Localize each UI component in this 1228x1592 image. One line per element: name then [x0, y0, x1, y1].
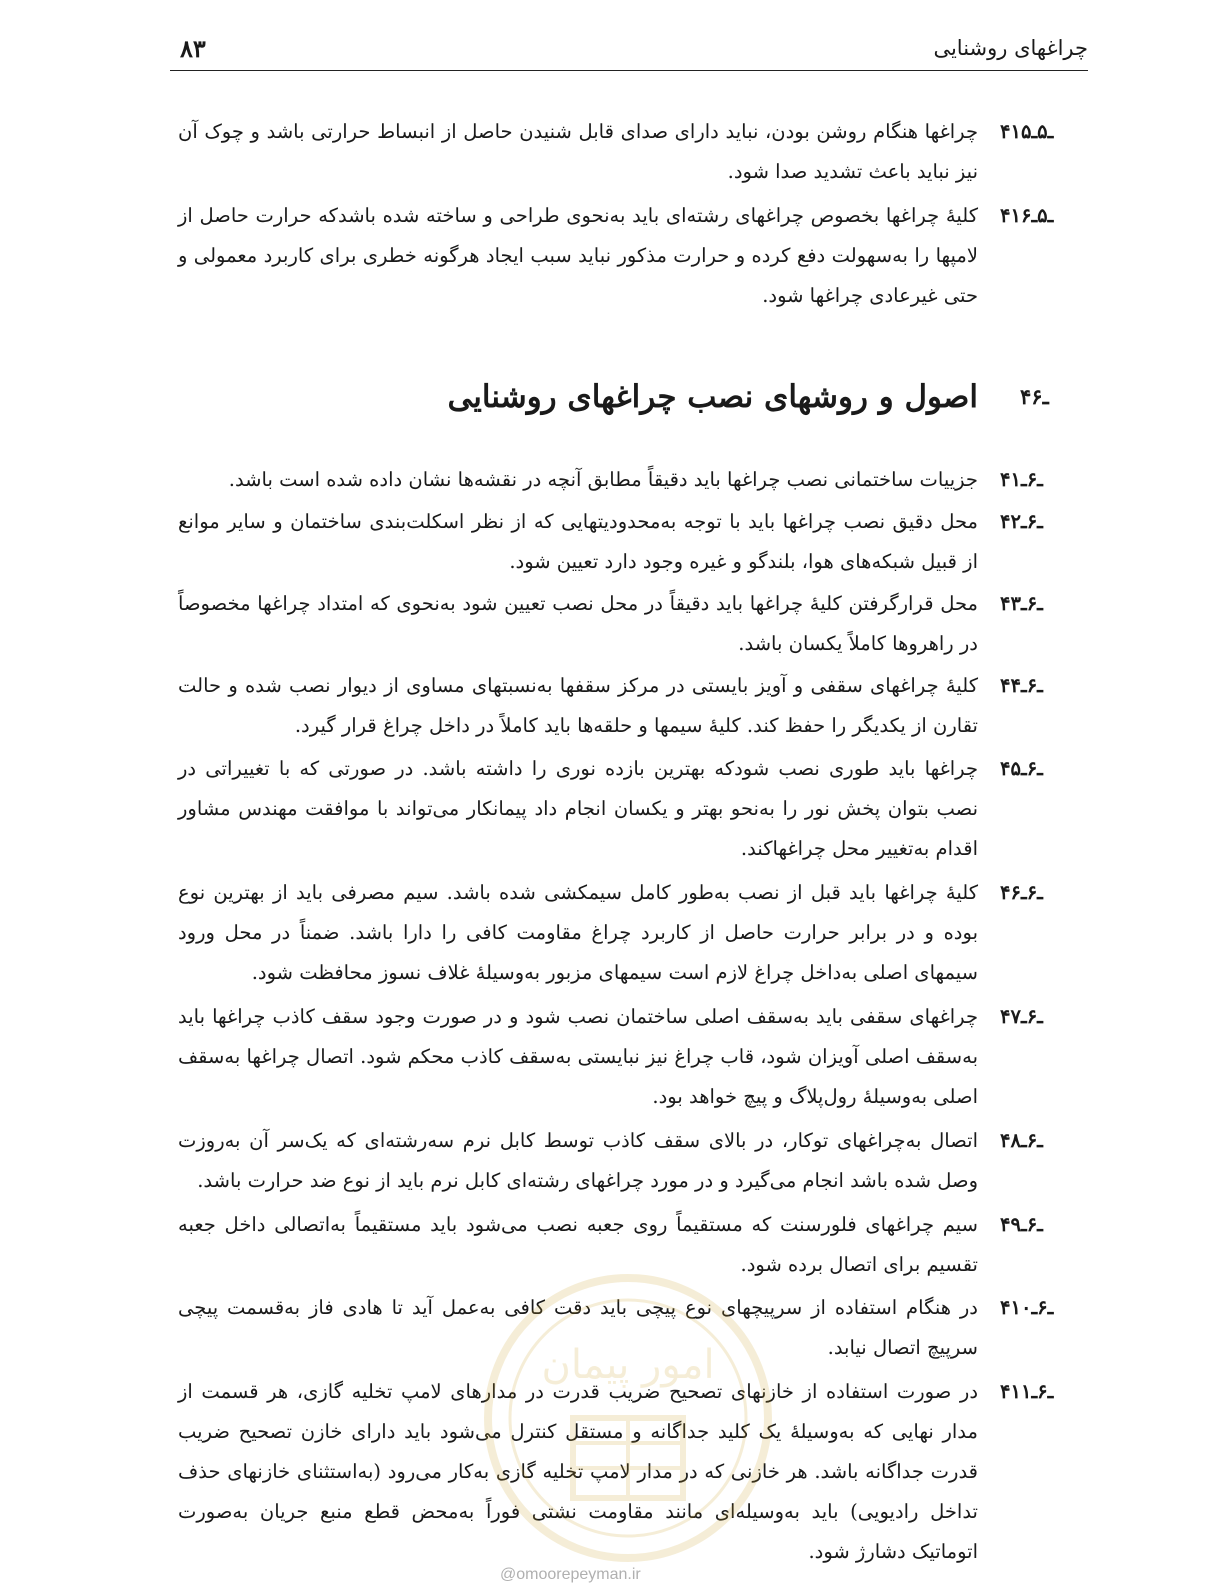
header-rule: [170, 70, 1088, 71]
clause-text: چراغها هنگام روشن بودن، نباید دارای صدای قابل شنیدن حاصل از انبساط حرارتی باشد و چوک آن نیز نباید باعث تشدید صدا شود.: [178, 120, 978, 183]
page-number: ۸۳: [180, 34, 206, 63]
clause-text: محل دقیق نصب چراغها باید با توجه به‌محدودیتهایی که از نظر اسکلت‌بندی ساختمان و سایر موانع از قبیل شبکه‌های هوا، بلندگو و غیره وجود دارد تعیین شود.: [178, 510, 978, 573]
clause-number: ۴ـ۶ـ۶: [1000, 881, 1043, 904]
clause-text: کلیهٔ چراغهای سقفی و آویز بایستی در مرکز سقفها به‌نسبتهای مساوی از دیوار نصب شده و حالت تقارن از یکدیگر را حفظ کند. کلیهٔ سیمها و حلقه‌ها باید کاملاً در داخل چراغ قرار گیرد.: [178, 674, 978, 737]
clause-number: ۴ـ۶ـ۲: [1000, 510, 1043, 533]
clause-text: سیم چراغهای فلورسنت که مستقیماً روی جعبه نصب می‌شود باید مستقیماً به‌اتصالی داخل جعبه تقسیم برای اتصال برده شود.: [178, 1213, 978, 1276]
clause-text: کلیهٔ چراغها بخصوص چراغهای رشته‌ای باید به‌نحوی طراحی و ساخته شده باشدکه حرارت حاصل از لامپها را به‌سهولت دفع کرده و حرارت مذکور نباید سبب ایجاد هرگونه خطری برای کاربرد معمولی و حتی غیرعادی چراغها شود.: [178, 204, 978, 307]
clause-number: ۴ـ۶ـ۳: [1000, 592, 1043, 615]
clause-text: چراغهای سقفی باید به‌سقف اصلی ساختمان نصب شود و در صورت وجود سقف کاذب چراغها باید به‌سقف اصلی آویزان شود، قاب چراغ نیز نبایستی به‌سقف کاذب محکم شود. اتصال چراغها به‌سقف اصلی به‌وسیلهٔ رول‌پلاگ و پیچ خواهد بود.: [178, 1005, 978, 1108]
watermark-logo-text: امور پیمان: [541, 1342, 715, 1388]
clause-number: ۴ـ۶ـ۱۱: [1000, 1380, 1054, 1403]
clause-text: کلیهٔ چراغها باید قبل از نصب به‌طور کامل سیمکشی شده باشد. سیم مصرفی باید از بهترین نوع بوده و در برابر حرارت حاصل از کاربرد چراغ مقاومت کافی را دارا باشد. ضمناً در محل ورود سیمهای اصلی به‌داخل چراغ لازم است سیمهای مزبور به‌وسیلهٔ غلاف نسوز محافظت شود.: [178, 881, 978, 984]
clause-text: محل قرارگرفتن کلیهٔ چراغها باید دقیقاً در محل نصب تعیین شود به‌نحوی که امتداد چراغها مخصوصاً در راهروها کاملاً یکسان باشد.: [178, 592, 978, 655]
section-number: ۴ـ۶: [1020, 384, 1049, 409]
section-title: اصول و روشهای نصب چراغهای روشنایی: [447, 379, 978, 415]
clause-number: ۴ـ۶ـ۷: [1000, 1005, 1043, 1028]
clause-number: ۴ـ۶ـ۴: [1000, 674, 1043, 697]
clause-number: ۴ـ۶ـ۵: [1000, 757, 1043, 780]
clause-number: ۴ـ۶ـ۸: [1000, 1129, 1043, 1152]
clause-number: ۴ـ۶ـ۱: [1000, 468, 1043, 491]
clause-number: ۴ـ۶ـ۱۰: [1000, 1296, 1054, 1319]
clause-text: چراغها باید طوری نصب شودکه بهترین بازده نوری را داشته باشد. در صورتی که با تغییراتی در نصب بتوان پخش نور را به‌نحو بهتر و یکسان انجام داد پیمانکار می‌تواند با موافقت مهندس مشاور اقدام به‌تغییر محل چراغهاکند.: [178, 757, 978, 860]
running-title: چراغهای روشنایی: [933, 36, 1088, 60]
clause-number: ۴ـ۵ـ۱۵: [1000, 120, 1054, 143]
watermark-url: @omoorepeyman.ir: [500, 1566, 641, 1583]
clause-text: در صورت استفاده از خازنهای تصحیح ضریب قدرت در مدارهای لامپ تخلیه گازی، هر قسمت از مدار نهایی که به‌وسیلهٔ یک کلید جداگانه و مستقل کنترل می‌شود باید دارای خازن تصحیح ضریب قدرت جداگانه باشد. هر خازنی که در مدار لامپ تخلیه گازی به‌کار می‌رود (به‌استثنای خازنهای حذف تداخل رادیویی) باید به‌وسیله‌ای مانند مقاومت نشتی فوراً به‌محض قطع منبع جریان به‌صورت اتوماتیک دشارژ شود.: [178, 1380, 979, 1563]
clause-number: ۴ـ۵ـ۱۶: [1000, 204, 1054, 227]
clause-text: در هنگام استفاده از سرپیچهای نوع پیچی باید دقت کافی به‌عمل آید تا هادی فاز به‌قسمت پیچی سرپیچ اتصال نیابد.: [178, 1296, 978, 1359]
clause-number: ۴ـ۶ـ۹: [1000, 1213, 1043, 1236]
running-header: [170, 30, 1088, 70]
clause-text: اتصال به‌چراغهای توکار، در بالای سقف کاذب توسط کابل نرم سه‌رشته‌ای که یک‌سر آن به‌روزت وصل شده باشد انجام می‌گیرد و در مورد چراغهای رشته‌ای کابل نرم باید از نوع ضد حرارت باشد.: [178, 1129, 978, 1192]
watermark-logo-icon: [478, 1268, 778, 1568]
clause-text: جزییات ساختمانی نصب چراغها باید دقیقاً مطابق آنچه در نقشه‌ها نشان داده شده است باشد.: [228, 468, 978, 491]
